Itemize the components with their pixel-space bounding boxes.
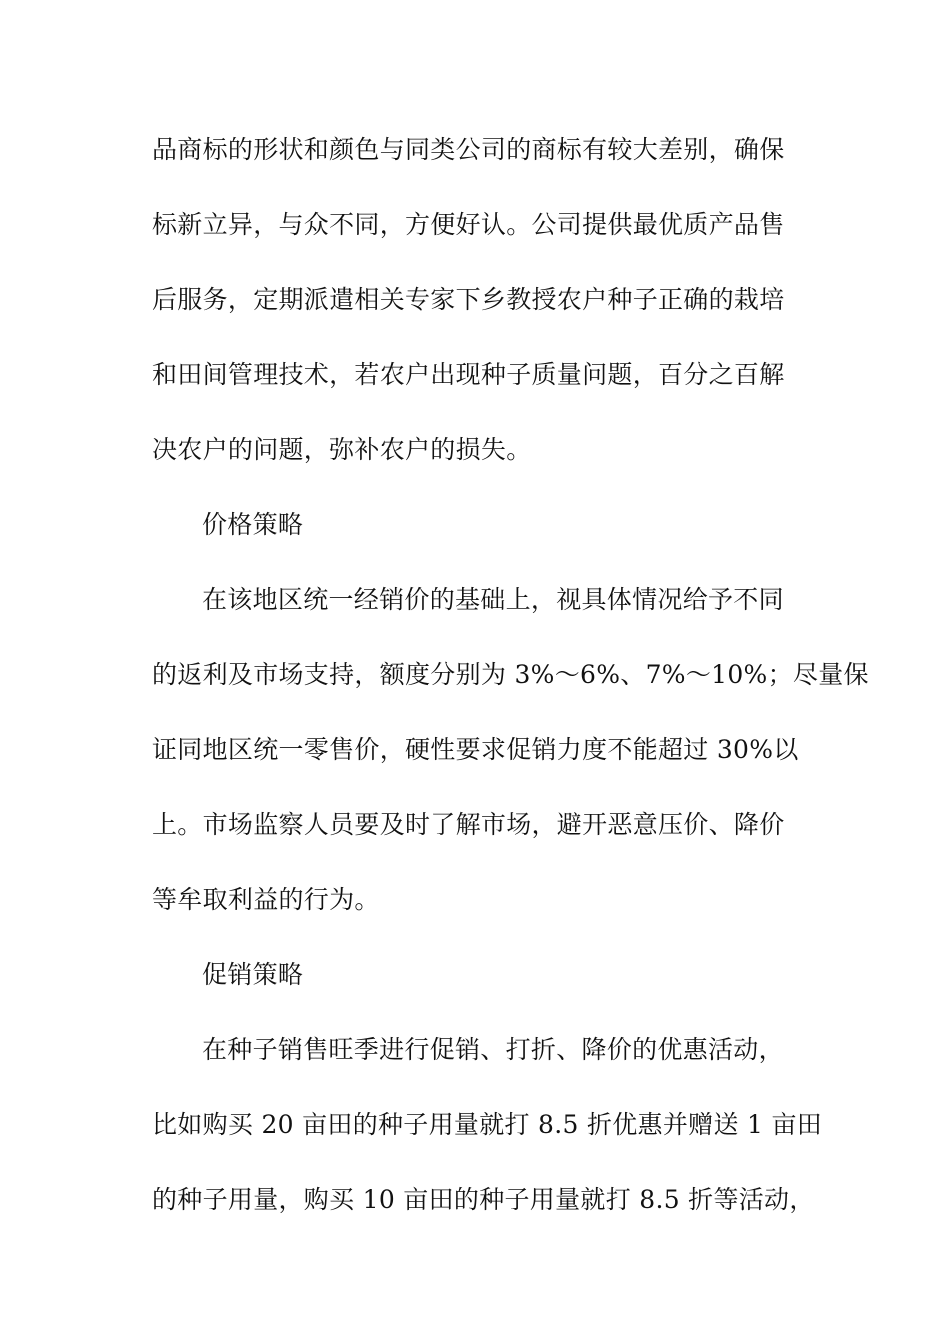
paragraph-line: 的种子用量，购买 10 亩田的种子用量就打 8.5 折等活动，	[152, 1185, 815, 1214]
paragraph-line: 和田间管理技术，若农户出现种子质量问题，百分之百解	[152, 360, 785, 389]
paragraph-line: 决农户的问题，弥补农户的损失。	[152, 435, 532, 464]
paragraph-line: 等牟取利益的行为。	[152, 885, 380, 914]
paragraph-line: 证同地区统一零售价，硬性要求促销力度不能超过 30%以	[152, 735, 799, 764]
paragraph-line: 比如购买 20 亩田的种子用量就打 8.5 折优惠并赠送 1 亩田	[152, 1110, 823, 1139]
paragraph-line: 标新立异，与众不同，方便好认。公司提供最优质产品售	[152, 210, 785, 239]
section-heading-promotion-strategy: 促销策略	[202, 960, 304, 989]
paragraph-line: 后服务，定期派遣相关专家下乡教授农户种子正确的栽培	[152, 285, 785, 314]
paragraph-line: 在该地区统一经销价的基础上，视具体情况给予不同	[202, 585, 784, 614]
paragraph-line: 的返利及市场支持，额度分别为 3%～6%、7%～10%；尽量保	[152, 660, 869, 689]
paragraph-line: 上。市场监察人员要及时了解市场，避开恶意压价、降价	[152, 810, 785, 839]
section-heading-price-strategy: 价格策略	[202, 510, 304, 539]
paragraph-line: 品商标的形状和颜色与同类公司的商标有较大差别，确保	[152, 135, 785, 164]
paragraph-line: 在种子销售旺季进行促销、打折、降价的优惠活动，	[202, 1035, 784, 1064]
